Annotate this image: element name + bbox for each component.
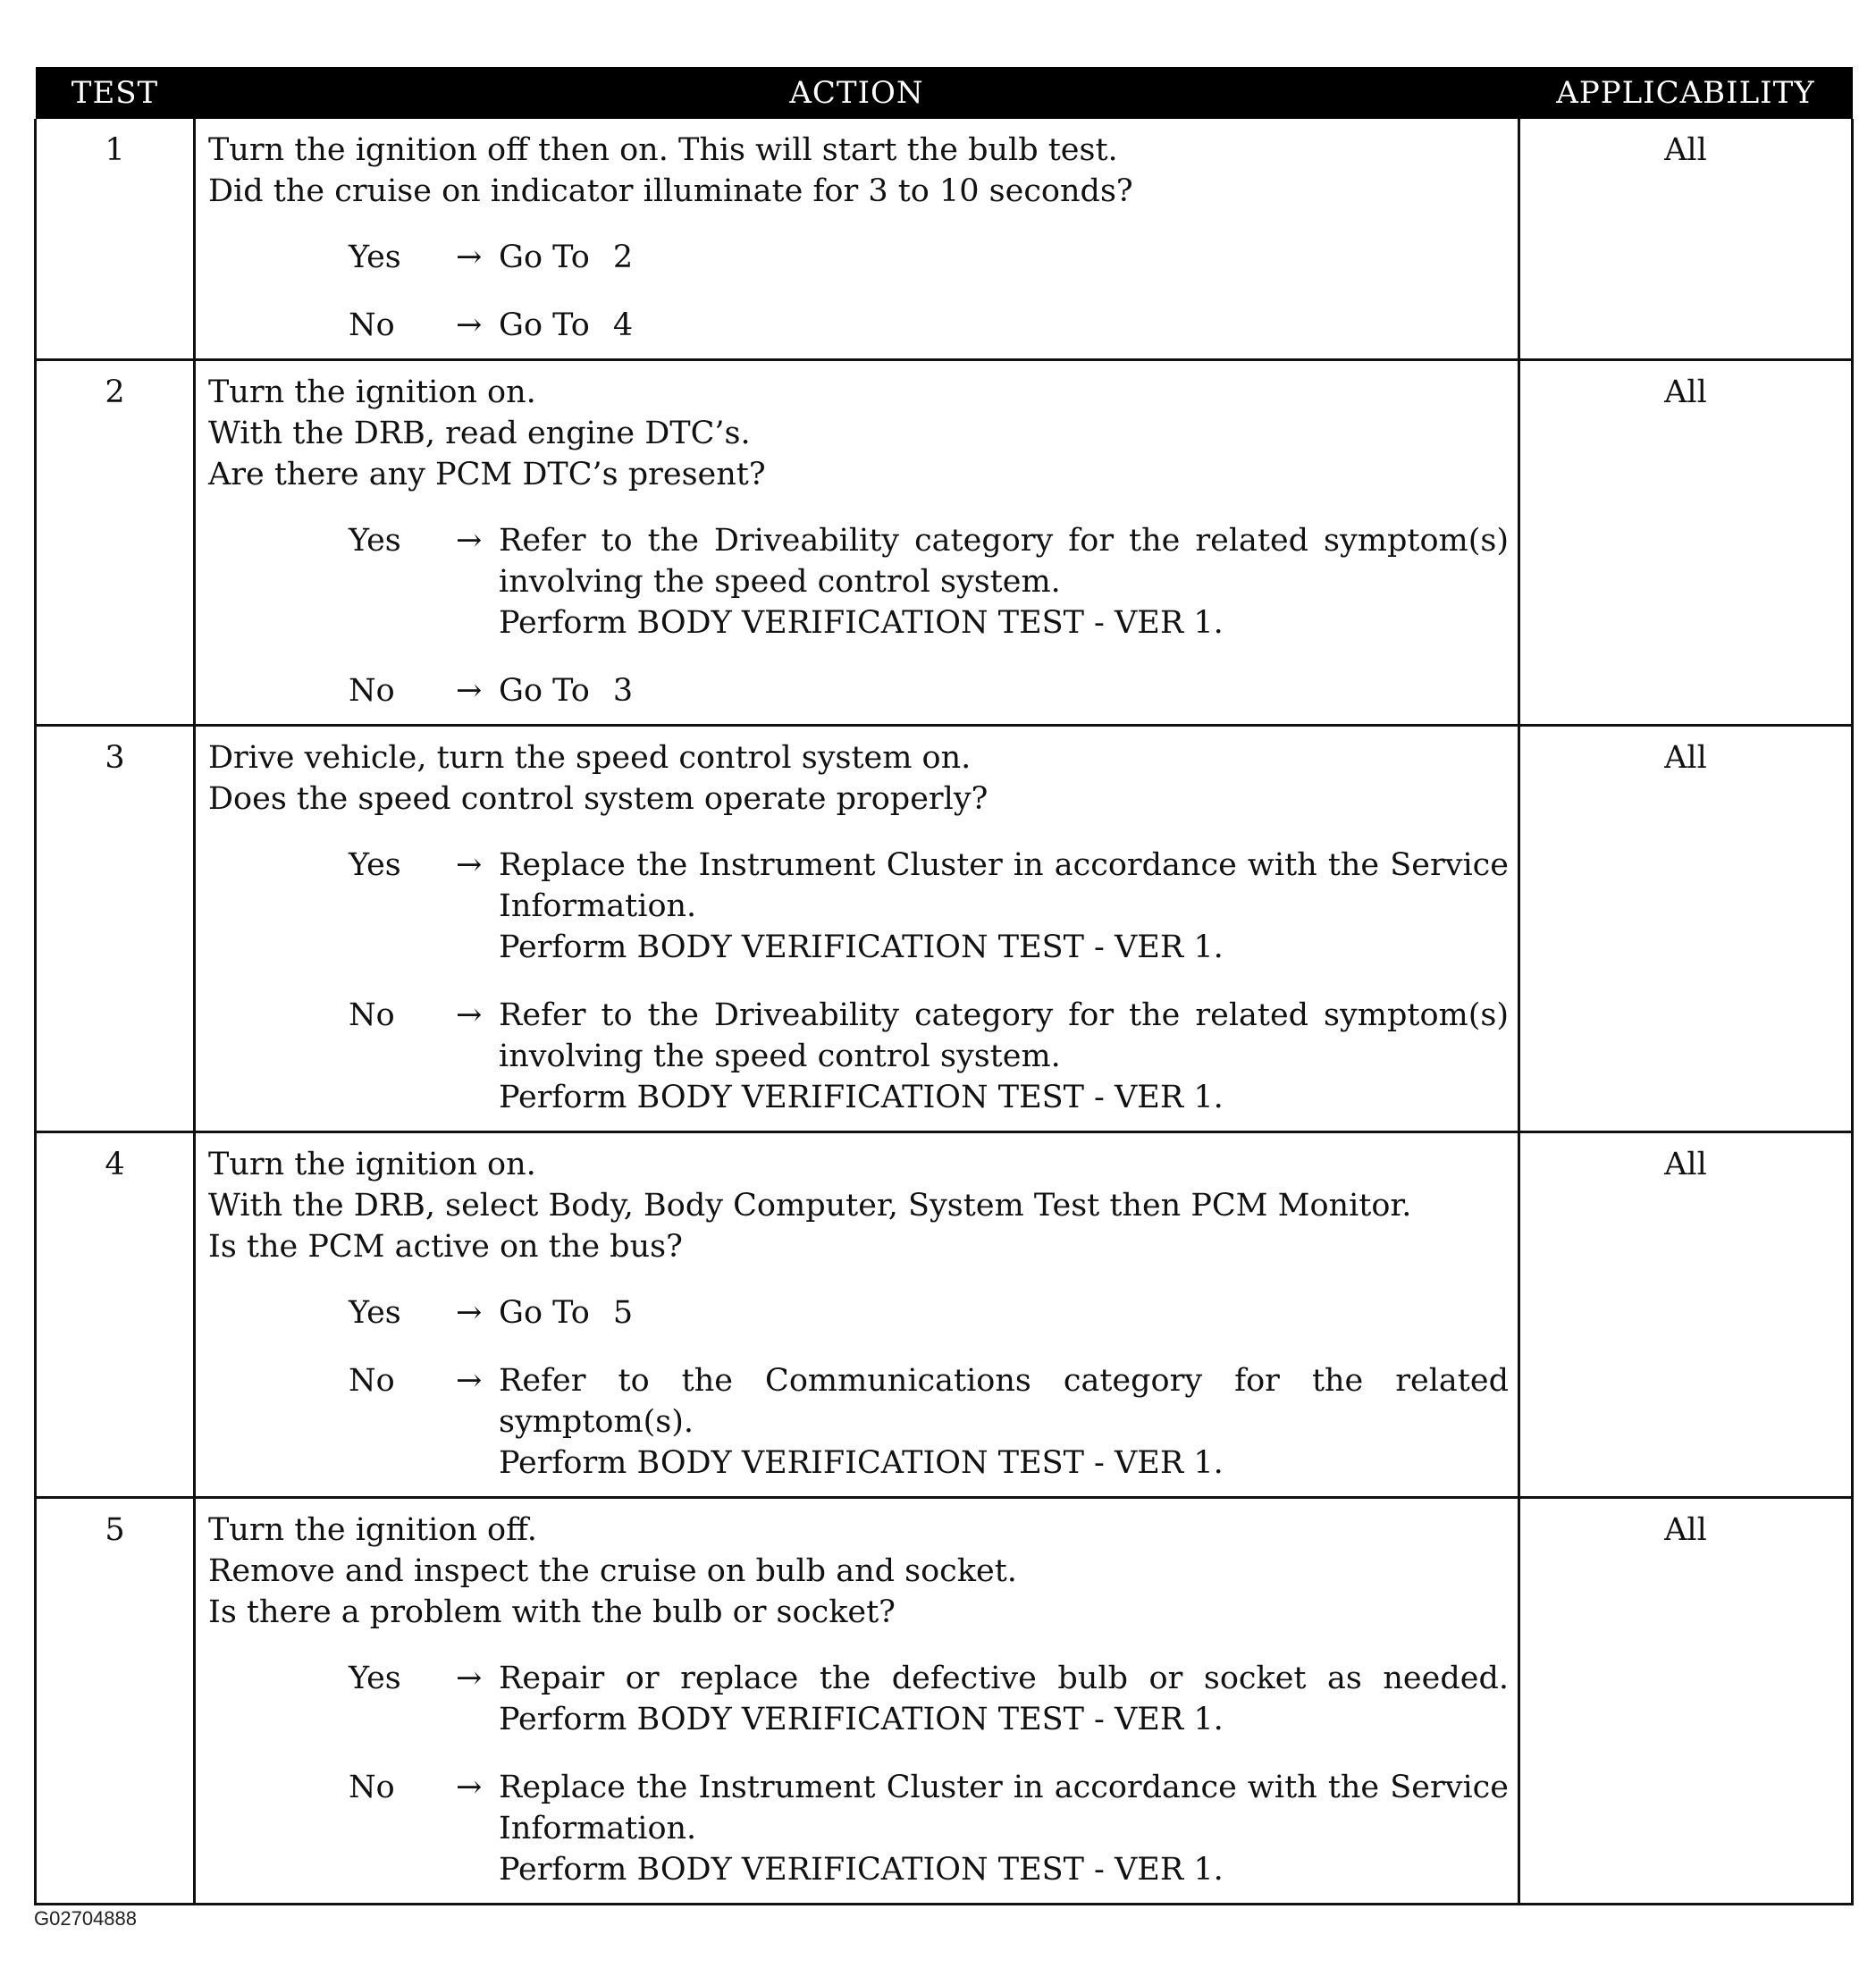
arrow-icon: → [456,1295,483,1331]
header-test: TEST [36,67,195,119]
arrow-icon: → [456,1770,483,1805]
goto-label: Go To [499,307,590,343]
test-number: 2 [36,360,195,726]
answer-no [208,305,1509,346]
diagnostic-test-table [34,67,1854,1905]
answer-label: No [349,673,395,709]
answer-group [208,845,1509,1118]
action-cell [195,726,1519,1132]
goto-label: Go To [499,1295,590,1331]
action-cell [195,1498,1519,1905]
result-line: Replace the Instrument Cluster in accordance with the Service [499,1770,1509,1805]
answer-group [208,1292,1509,1484]
answer-yes [208,1658,1509,1740]
applicability-value: All [1519,360,1853,726]
result-line: Repair or replace the defective bulb or socket as needed. [499,1661,1509,1696]
result-line: involving the speed control system. [499,1039,1061,1074]
arrow-icon: → [456,847,483,883]
table-row [36,726,1853,1132]
answer-label: Yes [349,1661,401,1696]
arrow-icon: → [456,1661,483,1696]
applicability-value: All [1519,726,1853,1132]
goto-test-number: 2 [612,240,634,275]
result-line: Perform BODY VERIFICATION TEST - VER 1. [499,1702,1224,1737]
goto-instruction [499,237,1509,278]
answer-label: No [349,1363,395,1399]
result-line: Perform BODY VERIFICATION TEST - VER 1. [499,929,1224,965]
answer-label: Yes [349,240,401,275]
result-line: Replace the Instrument Cluster in accordance with the Service [499,847,1509,883]
action-step: Is the PCM active on the bus? [208,1229,683,1265]
arrow-icon: → [456,523,483,559]
result-line: Perform BODY VERIFICATION TEST - VER 1. [499,605,1224,641]
goto-instruction [499,305,1509,346]
goto-label: Go To [499,673,590,709]
result-line: Perform BODY VERIFICATION TEST - VER 1. [499,1080,1224,1115]
figure-id: G02704888 [34,1907,137,1930]
action-step: Turn the ignition on. [208,1147,536,1182]
arrow-icon: → [456,240,483,275]
action-step: Drive vehicle, turn the speed control system on. [208,740,972,776]
result-line: Perform BODY VERIFICATION TEST - VER 1. [499,1445,1224,1481]
arrow-icon: → [456,1363,483,1399]
table-row [36,360,1853,726]
answer-no [208,995,1509,1118]
action-cell [195,360,1519,726]
goto-instruction [499,1292,1509,1333]
action-step: Is there a problem with the bulb or socket? [208,1594,896,1630]
action-step: Turn the ignition off. [208,1512,537,1548]
arrow-icon: → [456,673,483,709]
answer-no [208,670,1509,711]
action-step: With the DRB, read engine DTC’s. [208,416,751,451]
header-applicability: APPLICABILITY [1519,67,1853,119]
answer-label: Yes [349,1295,401,1331]
result-line: involving the speed control system. [499,564,1061,600]
arrow-icon: → [456,997,483,1033]
action-step: Did the cruise on indicator illuminate for 3 to 10 seconds? [208,173,1133,209]
table-row [36,119,1853,360]
answer-label: No [349,1770,395,1805]
answer-result [499,670,1509,711]
answer-label: No [349,997,395,1033]
test-number: 5 [36,1498,195,1905]
result-line: Refer to the Driveability category for the related symptom(s) [499,523,1509,559]
answer-yes [208,237,1509,278]
arrow-icon: → [456,307,483,343]
answer-group [208,520,1509,711]
goto-label: Go To [499,240,590,275]
result-line: Information. [499,888,697,924]
answer-no [208,1360,1509,1484]
answer-result [499,845,1509,968]
answer-label: No [349,307,395,343]
answer-result [499,1767,1509,1890]
result-line: Refer to the Communications category for the related symptom(s). [499,1363,1509,1440]
table-body [36,119,1853,1905]
table-header-row [36,67,1853,119]
diagnostic-table-container [34,67,1851,1905]
goto-test-number: 5 [612,1295,634,1331]
action-cell [195,1132,1519,1498]
answer-group [208,1658,1509,1890]
answer-label: Yes [349,523,401,559]
action-step: Turn the ignition on. [208,374,536,410]
action-step: Turn the ignition off then on. This will start the bulb test. [208,132,1118,168]
goto-test-number: 4 [612,307,634,343]
answer-yes [208,1292,1509,1333]
answer-result [499,995,1509,1118]
applicability-value: All [1519,119,1853,360]
test-number: 1 [36,119,195,360]
action-step: Are there any PCM DTC’s present? [208,457,766,492]
goto-instruction [499,670,1509,711]
answer-yes [208,520,1509,643]
test-number: 3 [36,726,195,1132]
test-number: 4 [36,1132,195,1498]
action-step: With the DRB, select Body, Body Computer, System Test then PCM Monitor. [208,1188,1412,1224]
result-line: Refer to the Driveability category for the related symptom(s) [499,997,1509,1033]
answer-yes [208,845,1509,968]
answer-no [208,1767,1509,1890]
answer-result [499,520,1509,643]
action-step: Does the speed control system operate properly? [208,781,988,817]
answer-result [499,237,1509,278]
applicability-value: All [1519,1132,1853,1498]
answer-result [499,1292,1509,1333]
result-line: Information. [499,1811,697,1846]
goto-test-number: 3 [612,673,634,709]
applicability-value: All [1519,1498,1853,1905]
result-line: Perform BODY VERIFICATION TEST - VER 1. [499,1852,1224,1888]
answer-label: Yes [349,847,401,883]
answer-result [499,1658,1509,1740]
answer-result [499,305,1509,346]
header-action: ACTION [195,67,1519,119]
answer-group [208,237,1509,346]
table-row [36,1498,1853,1905]
table-row [36,1132,1853,1498]
action-step: Remove and inspect the cruise on bulb and socket. [208,1553,1017,1589]
answer-result [499,1360,1509,1484]
action-cell [195,119,1519,360]
